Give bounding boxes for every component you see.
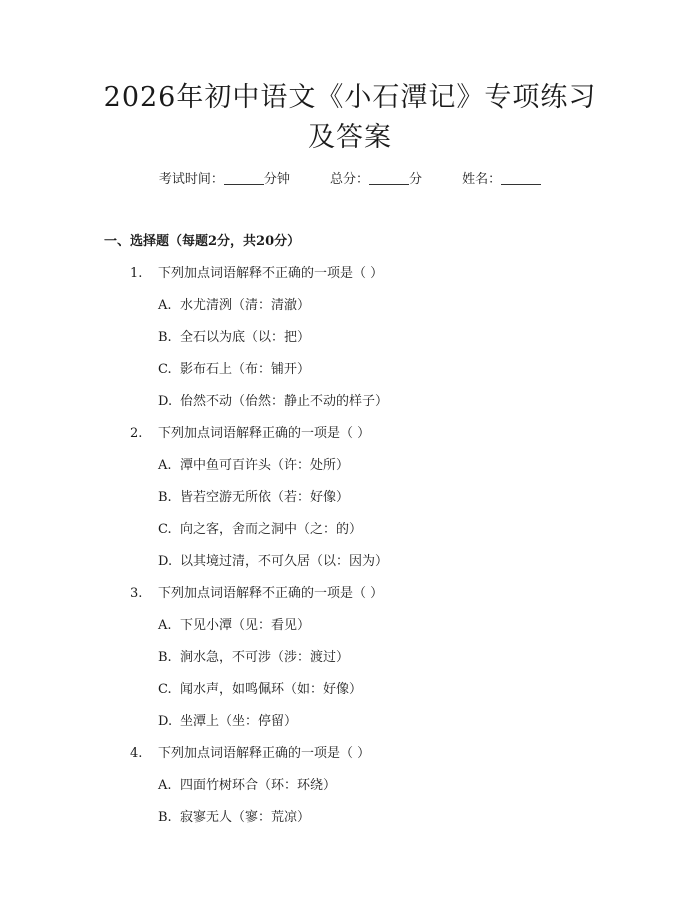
option-text: 闻水声，如鸣佩环（如：好像） [180,682,363,697]
option [158,390,388,409]
option [158,774,336,793]
option [158,550,388,569]
option [158,710,297,729]
option-letter: B. [158,810,172,825]
question-text: 下列加点词语解释正确的一项是（ ） [158,746,371,761]
option-letter: A. [158,458,172,473]
option-letter: B. [158,650,172,665]
option-text: 皆若空游无所依（若：好像） [180,490,350,505]
option-letter: A. [158,778,172,793]
exam-meta [0,168,700,187]
exam-time [159,168,290,187]
student-name-blank[interactable] [501,172,541,185]
question-number: 2. [130,426,143,441]
option-letter: C. [158,362,172,377]
total-score [330,168,422,187]
option-text: 四面竹树环合（环：环绕） [180,778,337,793]
option-text: 影布石上（布：铺开） [180,362,311,377]
option [158,806,310,825]
exam-time-blank[interactable] [224,172,264,185]
question-number: 3. [130,586,143,601]
section-heading: 一、选择题（每题2分，共20分） [104,234,301,249]
option-text: 下见小潭（见：看见） [180,618,311,633]
option [158,678,362,697]
option [158,358,310,377]
option [158,614,310,633]
question [130,742,370,761]
question-text: 下列加点词语解释不正确的一项是（ ） [158,266,384,281]
total-score-blank[interactable] [369,172,409,185]
option-letter: A. [158,618,172,633]
question-text: 下列加点词语解释正确的一项是（ ） [158,426,371,441]
question [130,582,383,601]
option-text: 向之客，舍而之洞中（之：的） [180,522,363,537]
option-text: 寂寥无人（寥：荒凉） [180,810,311,825]
option-letter: C. [158,522,172,537]
question [130,262,383,281]
question-number: 4. [130,746,143,761]
option-text: 水尤清洌（清：清澈） [180,298,311,313]
total-score-label: 总分： [329,172,369,187]
student-name [462,168,541,187]
student-name-label: 姓名： [462,172,502,187]
option-text: 涧水急，不可涉（涉：渡过） [180,650,350,665]
option [158,486,349,505]
option [158,518,362,537]
question [130,422,370,441]
question-text: 下列加点词语解释不正确的一项是（ ） [158,586,384,601]
option-letter: D. [158,714,173,729]
option-letter: B. [158,490,172,505]
option-letter: B. [158,330,172,345]
option [158,454,349,473]
total-score-unit: 分 [409,172,423,187]
option [158,326,310,345]
option [158,646,349,665]
exam-time-unit: 分钟 [263,172,290,187]
option [158,294,310,313]
exam-time-label: 考试时间： [158,172,224,187]
option-letter: A. [158,298,172,313]
option-text: 佁然不动（佁然：静止不动的样子） [180,394,389,409]
option-text: 全石以为底（以：把） [180,330,311,345]
option-text: 潭中鱼可百许头（许：处所） [180,458,350,473]
question-number: 1. [130,266,143,281]
option-letter: C. [158,682,172,697]
document-title: 2026年初中语文《小石潭记》专项练习及答案 [103,82,597,153]
option-letter: D. [158,554,173,569]
option-text: 以其境过清，不可久居（以：因为） [180,554,389,569]
option-letter: D. [158,394,173,409]
option-text: 坐潭上（坐：停留） [180,714,298,729]
